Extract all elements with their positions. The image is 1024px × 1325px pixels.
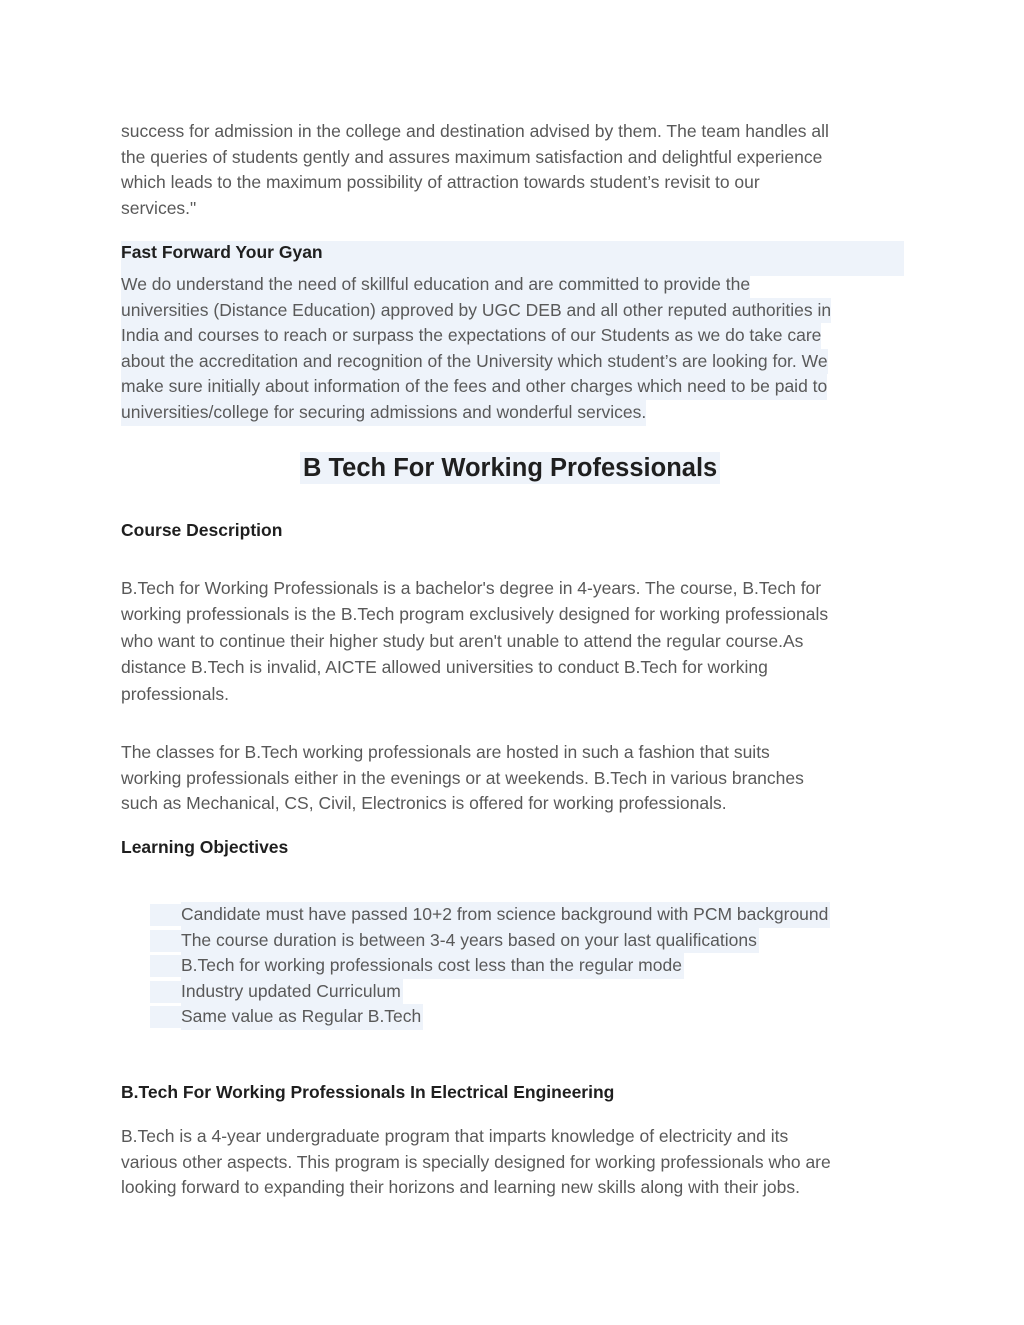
fast-forward-line: India and courses to reach or surpass the expectations of our Students as we do take care: [121, 323, 821, 349]
bullet-icon: [150, 904, 181, 926]
learning-objectives-list: [150, 902, 830, 1030]
paragraph-line: who want to continue their higher study but aren't unable to attend the regular course.As: [121, 630, 804, 651]
list-item: [150, 1004, 830, 1030]
list-item-text: The course duration is between 3-4 years based on your last qualifications: [181, 928, 759, 954]
paragraph-line: working professionals either in the evenings or at weekends. B.Tech in various branches: [121, 767, 804, 788]
electrical-engineering-heading: B.Tech For Working Professionals In Electrical Engineering: [121, 1082, 615, 1102]
bullet-icon: [150, 955, 181, 977]
fast-forward-line: make sure initially about information of the fees and other charges which need to be paid to: [121, 374, 827, 400]
list-item-text: B.Tech for working professionals cost less than the regular mode: [181, 953, 684, 979]
intro-line: services.": [121, 197, 197, 218]
learning-objectives-heading: Learning Objectives: [121, 837, 289, 857]
electrical-engineering-paragraph: [121, 1124, 911, 1201]
paragraph-line: B.Tech for Working Professionals is a bachelor's degree in 4-years. The course, B.Tech for: [121, 578, 822, 598]
paragraph-line: The classes for B.Tech working professionals are hosted in such a fashion that suits: [121, 742, 770, 762]
paragraph-line: various other aspects. This program is specially designed for working professionals who are: [121, 1151, 831, 1172]
course-description-heading: Course Description: [121, 520, 283, 540]
fast-forward-line: about the accreditation and recognition of the University which student’s are looking for. We: [121, 349, 828, 375]
course-description-paragraph-2: [121, 740, 911, 817]
intro-line: which leads to the maximum possibility of attraction towards student’s revisit to our: [121, 172, 760, 193]
paragraph-line: such as Mechanical, CS, Civil, Electronics is offered for working professionals.: [121, 793, 727, 814]
page-title: B Tech For Working Professionals: [300, 452, 720, 484]
paragraph-line: professionals.: [121, 683, 229, 704]
paragraph-line: working professionals is the B.Tech program exclusively designed for working professionals: [121, 604, 829, 625]
list-item-text: Industry updated Curriculum: [181, 979, 403, 1005]
bullet-icon: [150, 930, 181, 952]
paragraph-line: distance B.Tech is invalid, AICTE allowed universities to conduct B.Tech for working: [121, 657, 768, 678]
intro-line: success for admission in the college and destination advised by them. The team handles all: [121, 121, 829, 141]
list-item-text: Same value as Regular B.Tech: [181, 1004, 423, 1030]
list-item: [150, 979, 830, 1005]
paragraph-line: B.Tech is a 4-year undergraduate program that imparts knowledge of electricity and its: [121, 1126, 789, 1146]
paragraph-line: looking forward to expanding their horizons and learning new skills along with their jobs.: [121, 1177, 800, 1198]
list-item: [150, 953, 830, 979]
list-item: [150, 928, 830, 954]
bullet-icon: [150, 1006, 181, 1028]
fast-forward-line: universities (Distance Education) approved by UGC DEB and all other reputed authorities in: [121, 298, 831, 324]
list-item-text: Candidate must have passed 10+2 from science background with PCM background: [181, 902, 830, 928]
fast-forward-line: universities/college for securing admissions and wonderful services.: [121, 400, 646, 426]
fast-forward-heading: Fast Forward Your Gyan: [121, 242, 323, 262]
intro-line: the queries of students gently and assures maximum satisfaction and delightful experience: [121, 146, 823, 167]
course-description-paragraph-1: [121, 575, 911, 707]
list-item: [150, 902, 830, 928]
intro-paragraph: [121, 119, 911, 221]
fast-forward-line: We do understand the need of skillful education and are committed to provide the: [121, 272, 750, 298]
bullet-icon: [150, 981, 181, 1003]
fast-forward-paragraph: [121, 272, 911, 426]
